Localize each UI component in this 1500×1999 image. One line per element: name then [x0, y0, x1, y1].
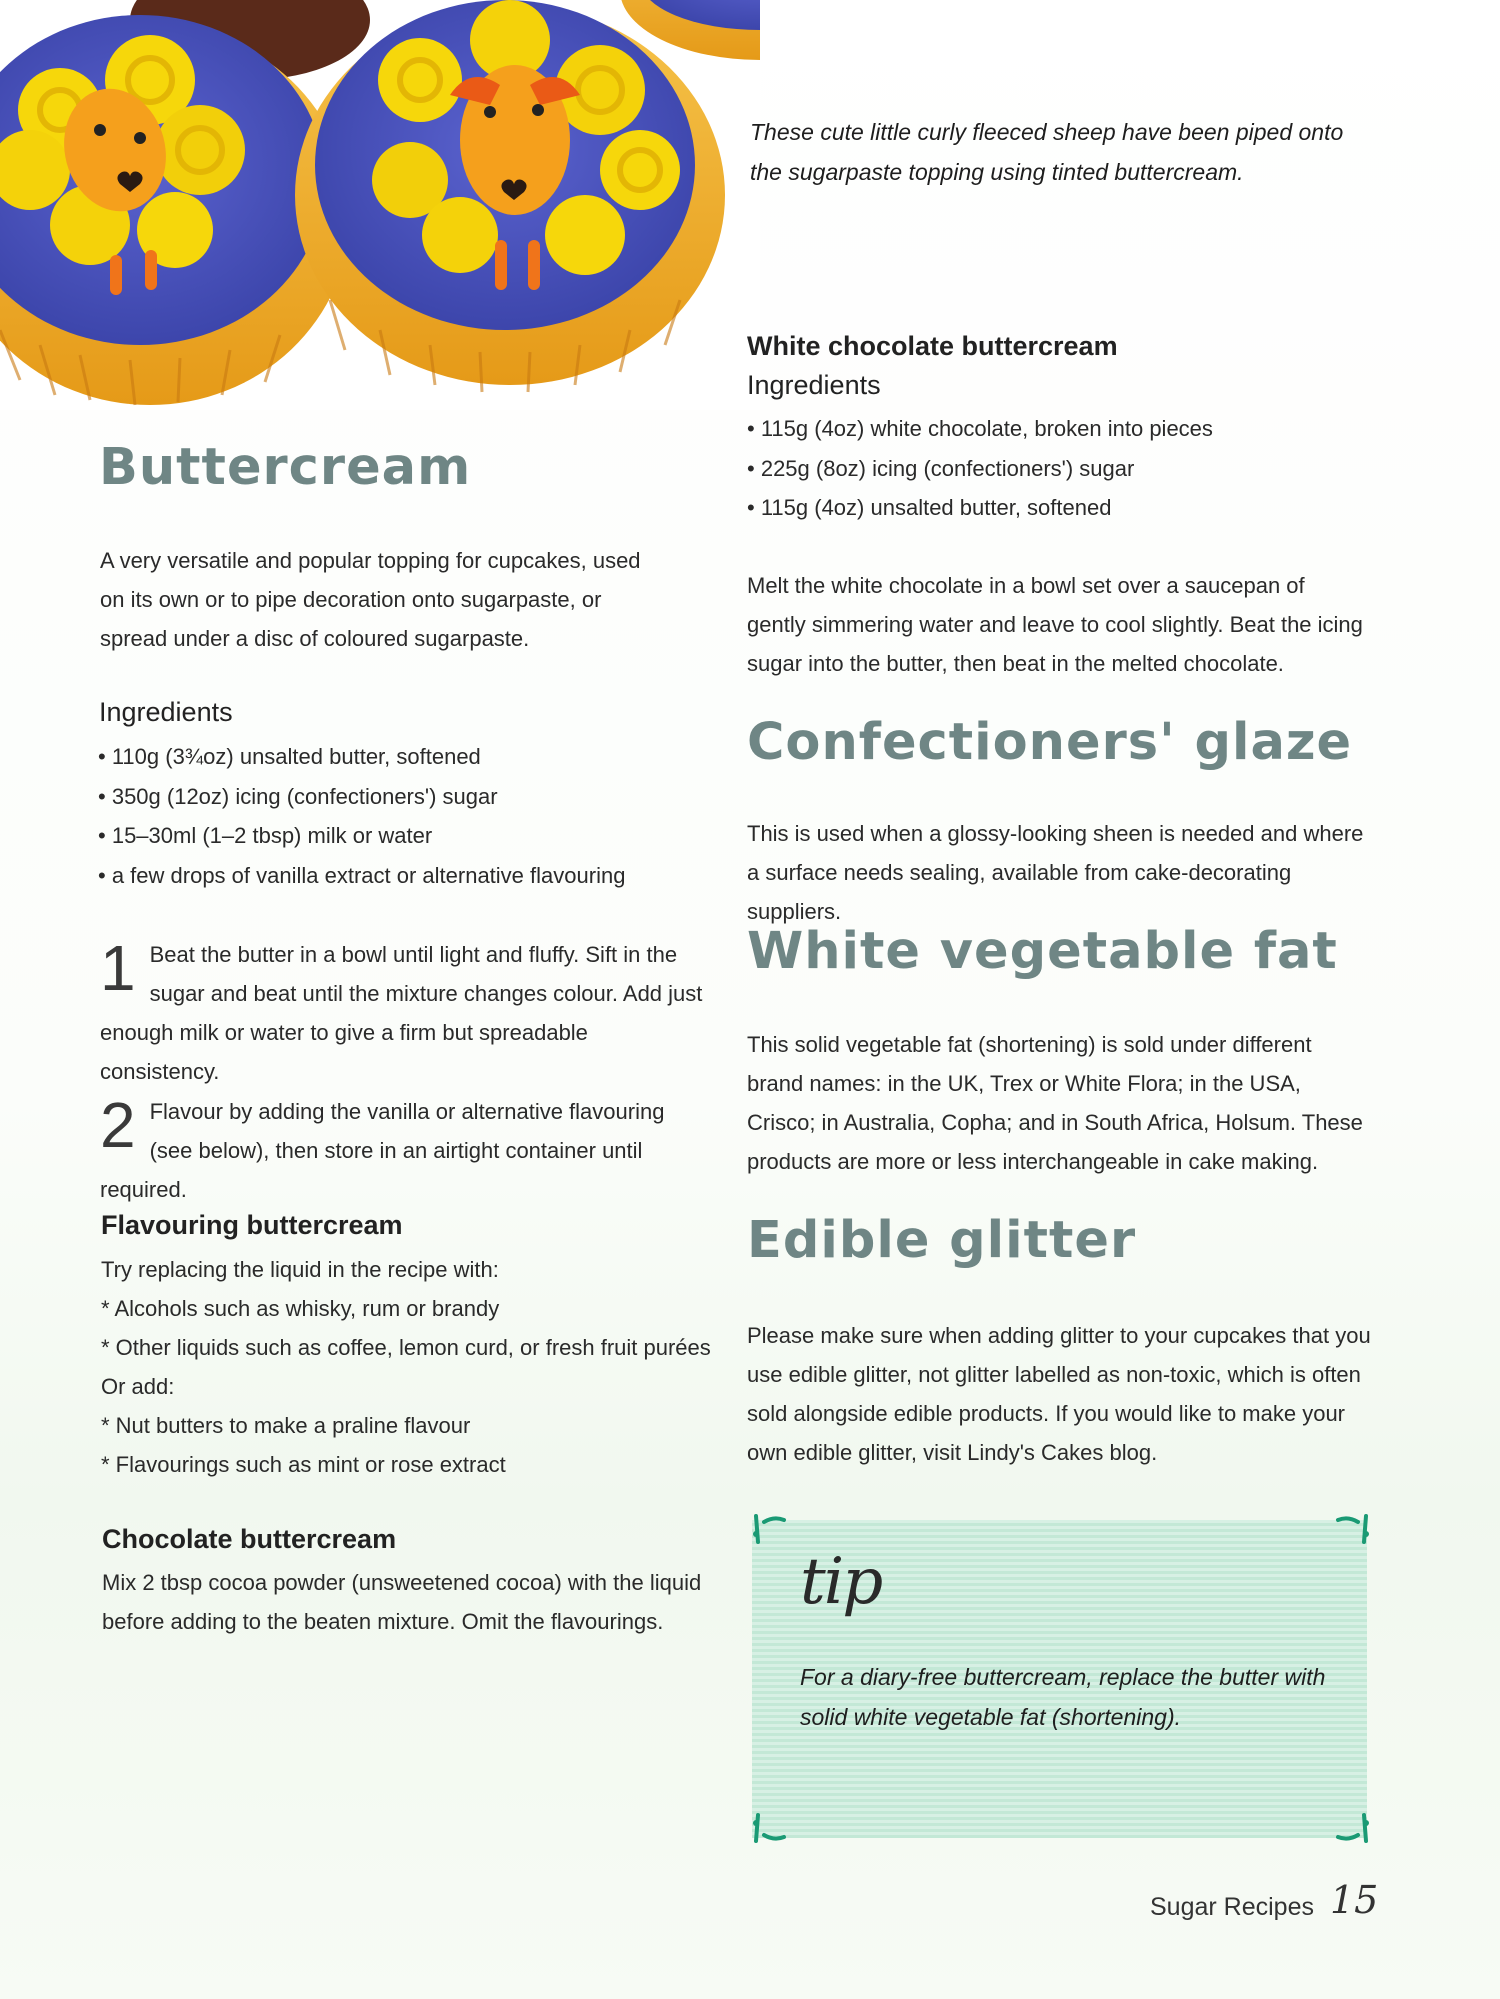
white-choc-heading: White chocolate buttercream	[747, 331, 1118, 361]
method-step-1	[100, 932, 710, 1091]
glitter-text: Please make sure when adding glitter to your cupcakes that you use edible glitter, not glitter labelled as non-toxic, which is often sold alongside edible products. If you would like to make your own edible glitter, visit Lindy's Cakes blog.	[747, 1323, 1371, 1465]
chocolate-heading: Chocolate buttercream	[102, 1524, 397, 1554]
buttercream-ingredients-list	[98, 737, 718, 895]
glitter-title: Edible glitter	[747, 1211, 1137, 1270]
corner-ornament-icon	[1332, 1512, 1372, 1552]
glaze-text: This is used when a glossy-looking sheen is needed and where a surface needs sealing, available from cake-decorating suppliers.	[747, 821, 1364, 924]
sheep-cupcakes-photo	[0, 0, 760, 410]
fat-title: White vegetable fat	[747, 922, 1338, 981]
fat-text: This solid vegetable fat (shortening) is sold under different brand names: in the UK, Trex or White Flora; in the USA, Crisco; in Australia, Copha; and in South Africa, Holsum. These products are more or less interchangeable in cake making.	[747, 1032, 1363, 1174]
flavouring-line: Try replacing the liquid in the recipe with:	[101, 1257, 499, 1282]
corner-ornament-icon	[750, 1512, 790, 1552]
step-text: Beat the butter in a bowl until light and fluffy. Sift in the sugar and beat until the mixture changes colour. Add just enough milk or water to give a firm but spreadable consistency.	[100, 942, 703, 1084]
ingredient-item: • 115g (4oz) white chocolate, broken into pieces	[747, 409, 1367, 449]
flavouring-heading: Flavouring buttercream	[101, 1210, 403, 1240]
buttercream-intro: A very versatile and popular topping for cupcakes, used on its own or to pipe decoration onto sugarpaste, or spread under a disc of coloured sugarpaste.	[100, 548, 641, 651]
step-text: Flavour by adding the vanilla or alternative flavouring (see below), then store in an airtight container until required.	[100, 1099, 665, 1202]
white-choc-ingredients-list	[747, 409, 1367, 528]
corner-ornament-icon	[750, 1805, 790, 1845]
white-choc-method: Melt the white chocolate in a bowl set over a saucepan of gently simmering water and leave to cool slightly. Beat the icing sugar into the butter, then beat in the melted chocolate.	[747, 573, 1363, 676]
corner-ornament-icon	[1332, 1805, 1372, 1845]
flavouring-list	[101, 1250, 741, 1484]
buttercream-ingredients-heading: Ingredients	[99, 697, 233, 727]
buttercream-title: Buttercream	[99, 438, 472, 497]
ingredient-item: • 15–30ml (1–2 tbsp) milk or water	[98, 816, 718, 856]
chocolate-text: Mix 2 tbsp cocoa powder (unsweetened cocoa) with the liquid before adding to the beaten mixture. Omit the flavourings.	[102, 1570, 702, 1634]
step-number: 2	[100, 1089, 136, 1161]
photo-caption: These cute little curly fleeced sheep have been piped onto the sugarpaste topping using tinted buttercream.	[750, 119, 1344, 185]
ingredient-item: • 115g (4oz) unsalted butter, softened	[747, 488, 1367, 528]
footer-section-name: Sugar Recipes	[1150, 1893, 1314, 1921]
flavouring-line: Or add:	[101, 1374, 175, 1399]
flavouring-line: * Flavourings such as mint or rose extract	[101, 1452, 506, 1477]
ingredient-item: • 350g (12oz) icing (confectioners') sugar	[98, 777, 718, 817]
flavouring-line: * Nut butters to make a praline flavour	[101, 1413, 471, 1438]
tip-text: For a diary-free buttercream, replace the butter with solid white vegetable fat (shortening).	[800, 1664, 1326, 1730]
white-choc-ingredients-heading: Ingredients	[747, 370, 881, 400]
page-number: 15	[1330, 1878, 1379, 1922]
flavouring-line: * Other liquids such as coffee, lemon curd, or fresh fruit purées	[101, 1335, 711, 1360]
glaze-title: Confectioners' glaze	[747, 713, 1353, 772]
ingredient-item: • a few drops of vanilla extract or alternative flavouring	[98, 856, 718, 896]
ingredient-item: • 225g (8oz) icing (confectioners') sugar	[747, 449, 1367, 489]
step-number: 1	[100, 932, 136, 1004]
tip-label: tip	[800, 1545, 882, 1619]
ingredient-item: • 110g (3¾oz) unsalted butter, softened	[98, 737, 718, 777]
flavouring-line: * Alcohols such as whisky, rum or brandy	[101, 1296, 500, 1321]
method-step-2	[100, 1089, 710, 1209]
